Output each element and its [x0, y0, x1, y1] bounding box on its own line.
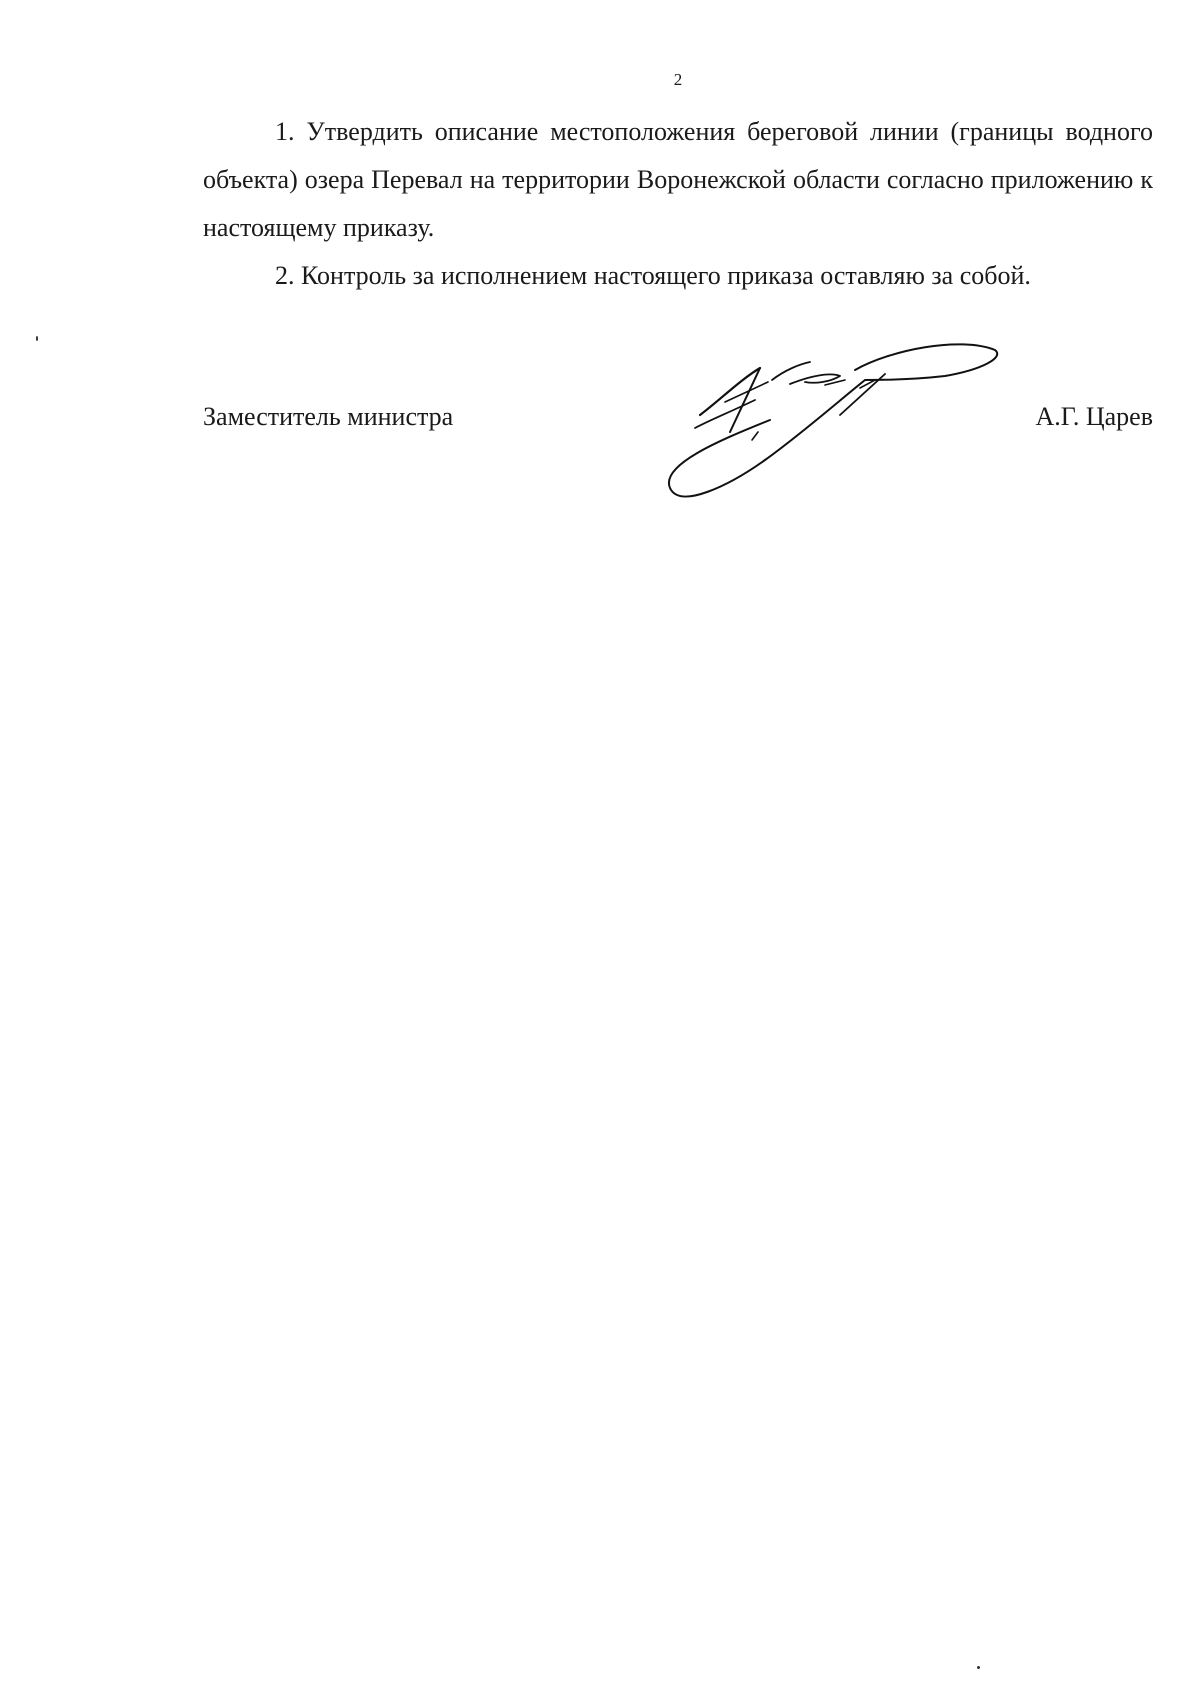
- page-number: 2: [673, 70, 683, 89]
- scan-speck: [36, 336, 38, 341]
- signature-block: [203, 402, 1153, 442]
- signatory-name: А.Г. Царев: [1035, 402, 1153, 431]
- scan-speck: [977, 1666, 980, 1669]
- signatory-position: Заместитель министра: [203, 402, 454, 431]
- document-body: [203, 108, 1153, 300]
- paragraph-approve: 1. Утвердить описание местоположения береговой линии (границы водного объекта) озера Перевал на территории Воронежской области согласно приложению к настоящему приказу.: [203, 117, 1153, 242]
- paragraph-control: 2. Контроль за исполнением настоящего приказа оставляю за собой.: [275, 261, 1031, 290]
